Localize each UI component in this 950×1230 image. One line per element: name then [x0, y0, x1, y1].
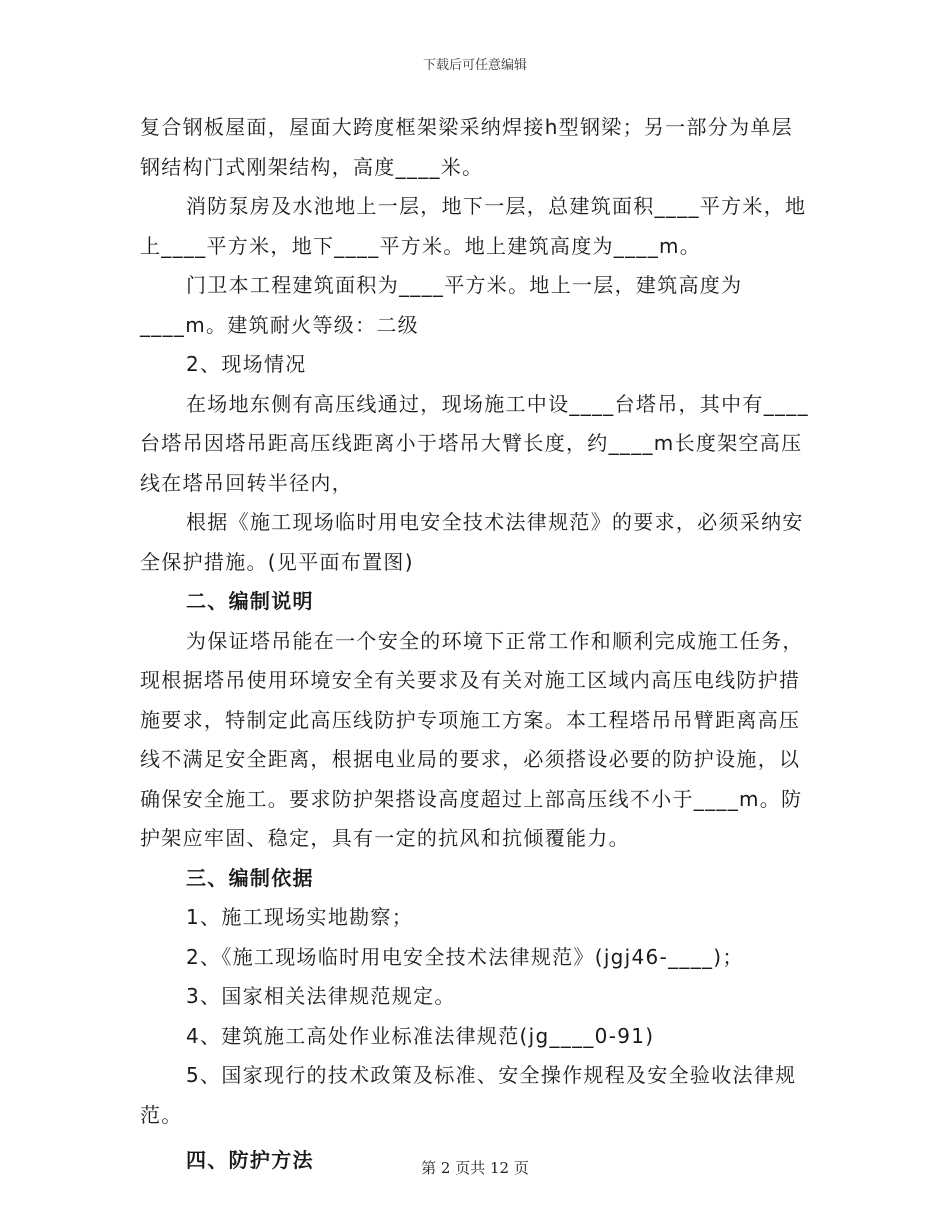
paragraph-pump-house: 消防泵房及水池地上一层，地下一层，总建筑面积____平方米，地上____平方米，地下____平方米。地上建筑高度为____m。	[140, 194, 807, 258]
paragraph-compilation-notes: 为保证塔吊能在一个安全的环境下正常工作和顺利完成施工任务，现根据塔吊使用环境安全有关要求及有关对施工区域内高压电线防护措施要求，特制定此高压线防护专项施工方案。本工程塔吊吊臂距离高压线不满足安全距离，根据电业局的要求，必须搭设必要的防护设施，以确保安全施工。要求防护架搭设高度超过上部高压线不小于____m。防护架应牢固、稳定，具有一定的抗风和抗倾覆能力。	[140, 628, 804, 850]
list-item-basis-3: 3、国家相关法律规范规定。	[186, 984, 456, 1008]
section-heading-compilation-basis: 三、编制依据	[186, 865, 314, 890]
list-item-basis-5: 5、国家现行的技术政策及标准、安全操作规程及安全验收法律规范。	[140, 1063, 797, 1127]
list-item-basis-2: 2、《施工现场临时用电安全技术法律规范》(jgj46-____)；	[186, 944, 744, 969]
list-item-basis-1: 1、施工现场实地勘察；	[186, 905, 414, 929]
document-body	[140, 108, 812, 1181]
section-heading-compilation-notes: 二、编制说明	[186, 589, 314, 613]
page-footer: 第 2 页共 12 页	[421, 1159, 529, 1177]
paragraph-roof: 复合钢板屋面，屋面大跨度框架梁采纳焊接h型钢梁；另一部分为单层钢结构门式刚架结构，高度____米。	[140, 115, 793, 179]
section-heading-protection-method: 四、防护方法	[186, 1148, 314, 1172]
paragraph-guardhouse: 门卫本工程建筑面积为____平方米。地上一层，建筑高度为____m。建筑耐火等级：二级	[140, 273, 743, 337]
page-header: 下载后可任意编辑	[422, 58, 527, 73]
subheading-site-conditions: 2、现场情况	[186, 352, 307, 376]
paragraph-high-voltage-line: 在场地东侧有高压线通过，现场施工中设____台塔吊，其中有____台塔吊因塔吊距高压线距离小于塔吊大臂长度，约____m长度架空高压线在塔吊回转半径内，	[140, 391, 809, 495]
paragraph-safety-measures: 根据《施工现场临时用电安全技术法律规范》的要求，必须采纳安全保护措施。(见平面布置图)	[140, 510, 804, 574]
list-item-basis-4: 4、建筑施工高处作业标准法律规范(jg____0-91)	[186, 1023, 655, 1048]
